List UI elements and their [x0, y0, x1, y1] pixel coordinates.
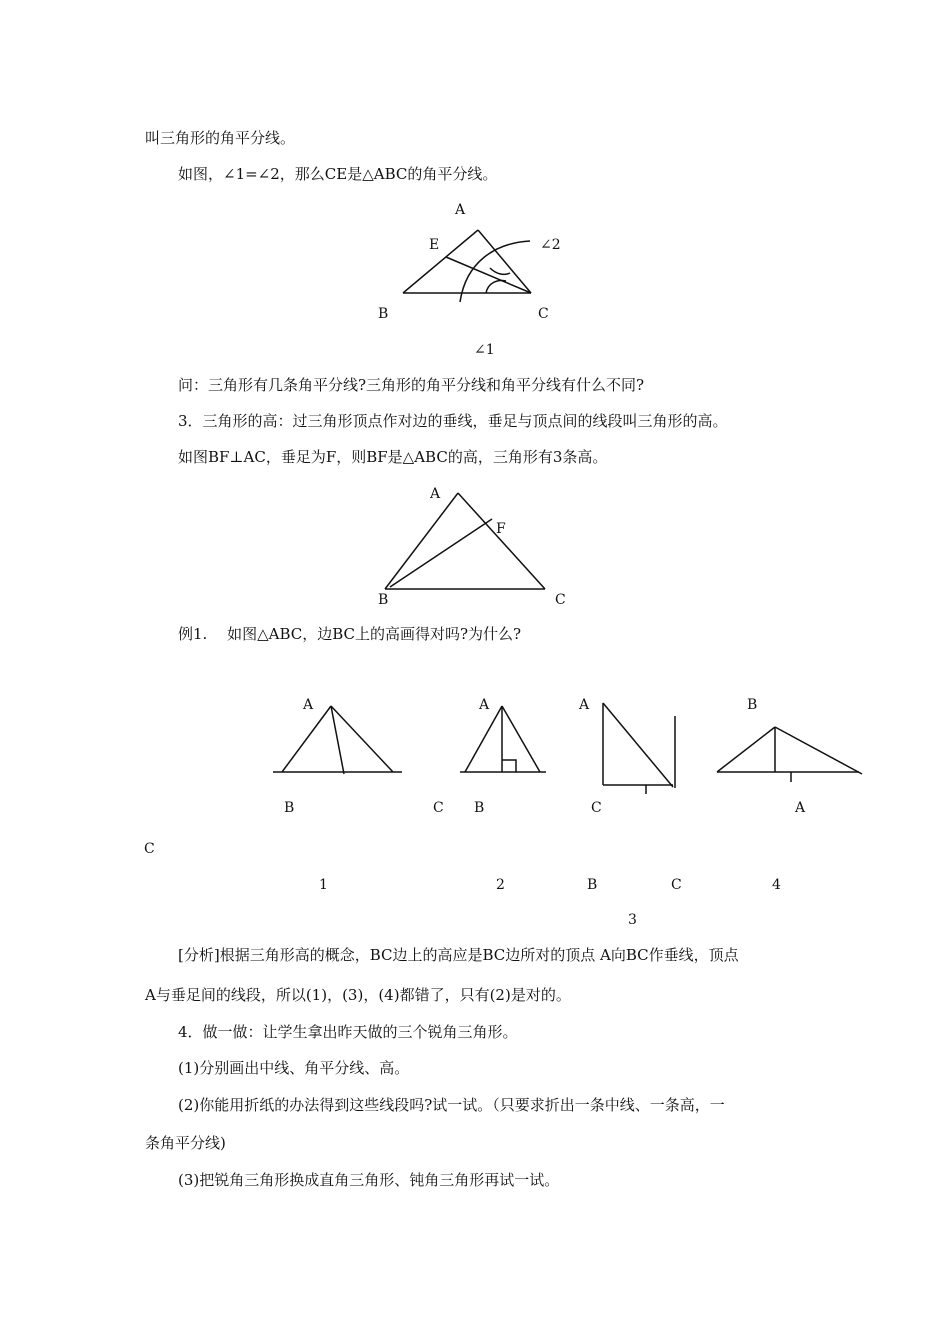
paragraph-angle-bisector-def-end: 叫三角形的角平分线。 — [145, 129, 296, 147]
ex2-label-b: B — [474, 800, 485, 816]
paragraph-analysis-line2: A与垂足间的线段，所以(1)，(3)，(4)都错了，只有(2)是对的。 — [145, 986, 571, 1004]
ex1-label-b: B — [284, 800, 295, 816]
example-figure-4 — [717, 727, 862, 782]
fig2-label-f: F — [496, 521, 506, 537]
fig1-label-angle2: ∠2 — [540, 237, 561, 253]
fig1-label-angle1: ∠1 — [474, 342, 495, 358]
ex2-label-a: A — [479, 697, 490, 713]
fig1-label-a: A — [455, 202, 466, 218]
fig2-label-b: B — [378, 592, 389, 608]
paragraph-question: 问：三角形有几条角平分线?三角形的角平分线和角平分线有什么不同? — [178, 376, 645, 394]
paragraph-activity-1: (1)分别画出中线、角平分线、高。 — [178, 1059, 410, 1077]
paragraph-angle-bisector-example: 如图，∠1=∠2，那么CE是△ABC的角平分线。 — [178, 165, 498, 183]
ex4-label-b: B — [747, 697, 758, 713]
ex1-label-c: C — [144, 841, 155, 857]
fig1-label-b: B — [378, 306, 389, 322]
paragraph-activity-title: 4．做一做：让学生拿出昨天做的三个锐角三角形。 — [178, 1023, 518, 1041]
ex2-number: 2 — [496, 877, 505, 893]
ex4-label-a: A — [795, 800, 806, 816]
fig1-label-e: E — [429, 237, 440, 253]
ex3-label-c-upper: C — [591, 800, 602, 816]
paragraph-analysis-line1: [分析]根据三角形高的概念，BC边上的高应是BC边所对的顶点 A向BC作垂线，顶点 — [178, 946, 739, 964]
ex2-label-c: C — [433, 800, 444, 816]
paragraph-activity-3: (3)把锐角三角形换成直角三角形、钝角三角形再试一试。 — [178, 1171, 560, 1189]
paragraph-altitude-def: 3．三角形的高：过三角形顶点作对边的垂线，垂足与顶点间的线段叫三角形的高。 — [178, 412, 728, 430]
paragraph-example-1: 例1. 如图△ABC，边BC上的高画得对吗?为什么? — [178, 625, 522, 643]
example-figure-1 — [273, 706, 402, 774]
ex1-number: 1 — [319, 877, 328, 893]
ex4-number: 4 — [772, 877, 781, 893]
example-figure-2 — [460, 706, 546, 772]
ex3-label-b: B — [587, 877, 598, 893]
paragraph-altitude-example: 如图BF⊥AC，垂足为F，则BF是△ABC的高，三角形有3条高。 — [178, 448, 608, 466]
fig2-label-c: C — [555, 592, 566, 608]
fig1-label-c: C — [538, 306, 549, 322]
ex3-number: 3 — [628, 912, 637, 928]
paragraph-activity-2-line1: (2)你能用折纸的办法得到这些线段吗?试一试。（只要求折出一条中线、一条高，一 — [178, 1096, 725, 1114]
paragraph-activity-2-line2: 条角平分线) — [145, 1134, 226, 1152]
fig2-label-a: A — [430, 486, 441, 502]
example-figure-3 — [603, 703, 675, 794]
ex3-label-c: C — [671, 877, 682, 893]
ex3-label-a: A — [579, 697, 590, 713]
ex1-label-a: A — [303, 697, 314, 713]
